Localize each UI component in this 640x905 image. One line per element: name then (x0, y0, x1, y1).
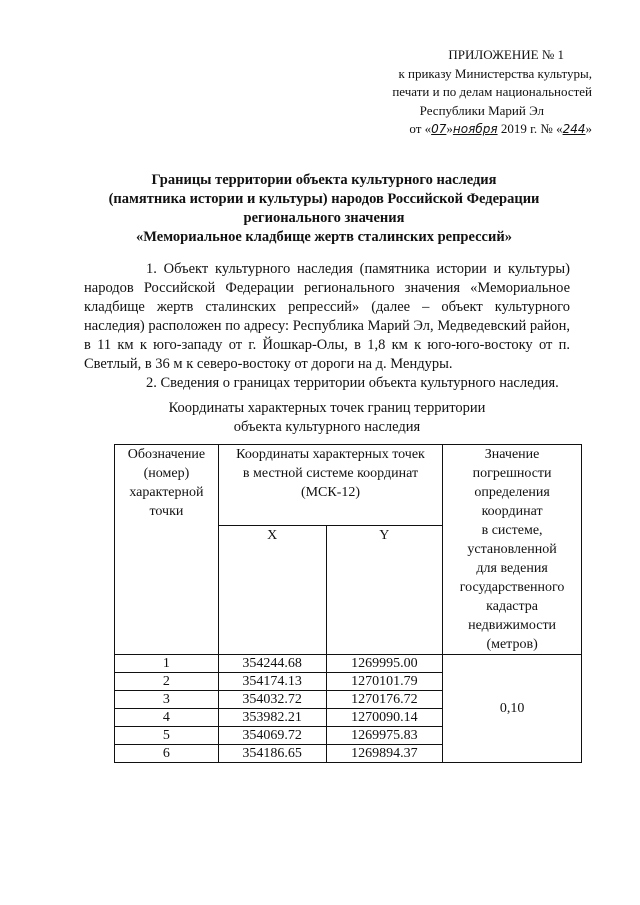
accuracy-value: 0,10 (443, 655, 582, 763)
date-suffix: » (585, 121, 592, 136)
header-x: X (218, 526, 326, 655)
title-line-1: Границы территории объекта культурного наследия (151, 172, 497, 188)
appendix-line-2: к приказу Министерства культуры, (398, 65, 592, 81)
table-row (115, 655, 582, 673)
paragraph-1: 1. Объект культурного наследия (памятника истории и культуры) народов Российской Федерации регионального значения «Мемориальное кладбище жертв сталинских репрессий» (далее – объект культурного наследия) расположен по адресу: Республика Марий Эл, Медведевский район, в 11 км к юго-западу от г. Йошкар-Олы, в 1,8 км к юго-юго-востоку от п. Светлый, в 36 м к северо-востоку от дороги на д. Мендуры. (84, 261, 570, 372)
x-value: 354186.65 (218, 745, 326, 763)
y-value: 1270176.72 (326, 691, 443, 709)
document-title (90, 171, 558, 247)
header-y: Y (326, 526, 443, 655)
y-value: 1269995.00 (326, 655, 443, 673)
x-value: 354174.13 (218, 673, 326, 691)
date-prefix: от « (409, 121, 432, 136)
x-value: 354244.68 (218, 655, 326, 673)
title-line-4: «Мемориальное кладбище жертв сталинских репрессий» (136, 229, 512, 245)
y-value: 1269975.83 (326, 727, 443, 745)
header-point-designation: Обозначение (номер) характерной точки (115, 445, 219, 655)
x-value: 354032.72 (218, 691, 326, 709)
appendix-block (342, 46, 592, 139)
point-number: 2 (115, 673, 219, 691)
appendix-title: ПРИЛОЖЕНИЕ № 1 (448, 47, 564, 62)
appendix-line-3: печати и по делам национальностей (392, 84, 592, 99)
header-accuracy: Значение погрешности определения координат в системе, установленной для ведения государственного кадастра недвижимости (метров) (443, 445, 582, 655)
title-line-3: регионального значения (243, 210, 405, 226)
appendix-date-line (342, 120, 592, 139)
point-number: 3 (115, 691, 219, 709)
point-number: 5 (115, 727, 219, 745)
point-number: 1 (115, 655, 219, 673)
handwritten-day: 07 (431, 122, 447, 136)
y-value: 1270090.14 (326, 709, 443, 727)
title-line-2: (памятника истории и культуры) народов Российской Федерации (108, 191, 540, 207)
coordinates-table (114, 444, 582, 763)
handwritten-month: ноября (452, 122, 498, 136)
paragraph-2: 2. Сведения о границах территории объекта культурного наследия. (146, 375, 559, 391)
appendix-line-4: Республики Марий Эл (419, 102, 544, 118)
x-value: 354069.72 (218, 727, 326, 745)
body-text (84, 260, 570, 393)
caption-line-1: Координаты характерных точек границ территории (168, 400, 486, 416)
handwritten-number: 244 (562, 122, 586, 136)
point-number: 6 (115, 745, 219, 763)
caption-line-2: объекта культурного наследия (233, 419, 421, 435)
y-value: 1270101.79 (326, 673, 443, 691)
table-caption (84, 399, 570, 437)
date-sep-2: 2019 г. № « (497, 121, 563, 136)
y-value: 1269894.37 (326, 745, 443, 763)
x-value: 353982.21 (218, 709, 326, 727)
header-coordinates: Координаты характерных точек в местной системе координат (МСК-12) (218, 445, 442, 526)
date-sep-1: » (446, 121, 453, 136)
point-number: 4 (115, 709, 219, 727)
